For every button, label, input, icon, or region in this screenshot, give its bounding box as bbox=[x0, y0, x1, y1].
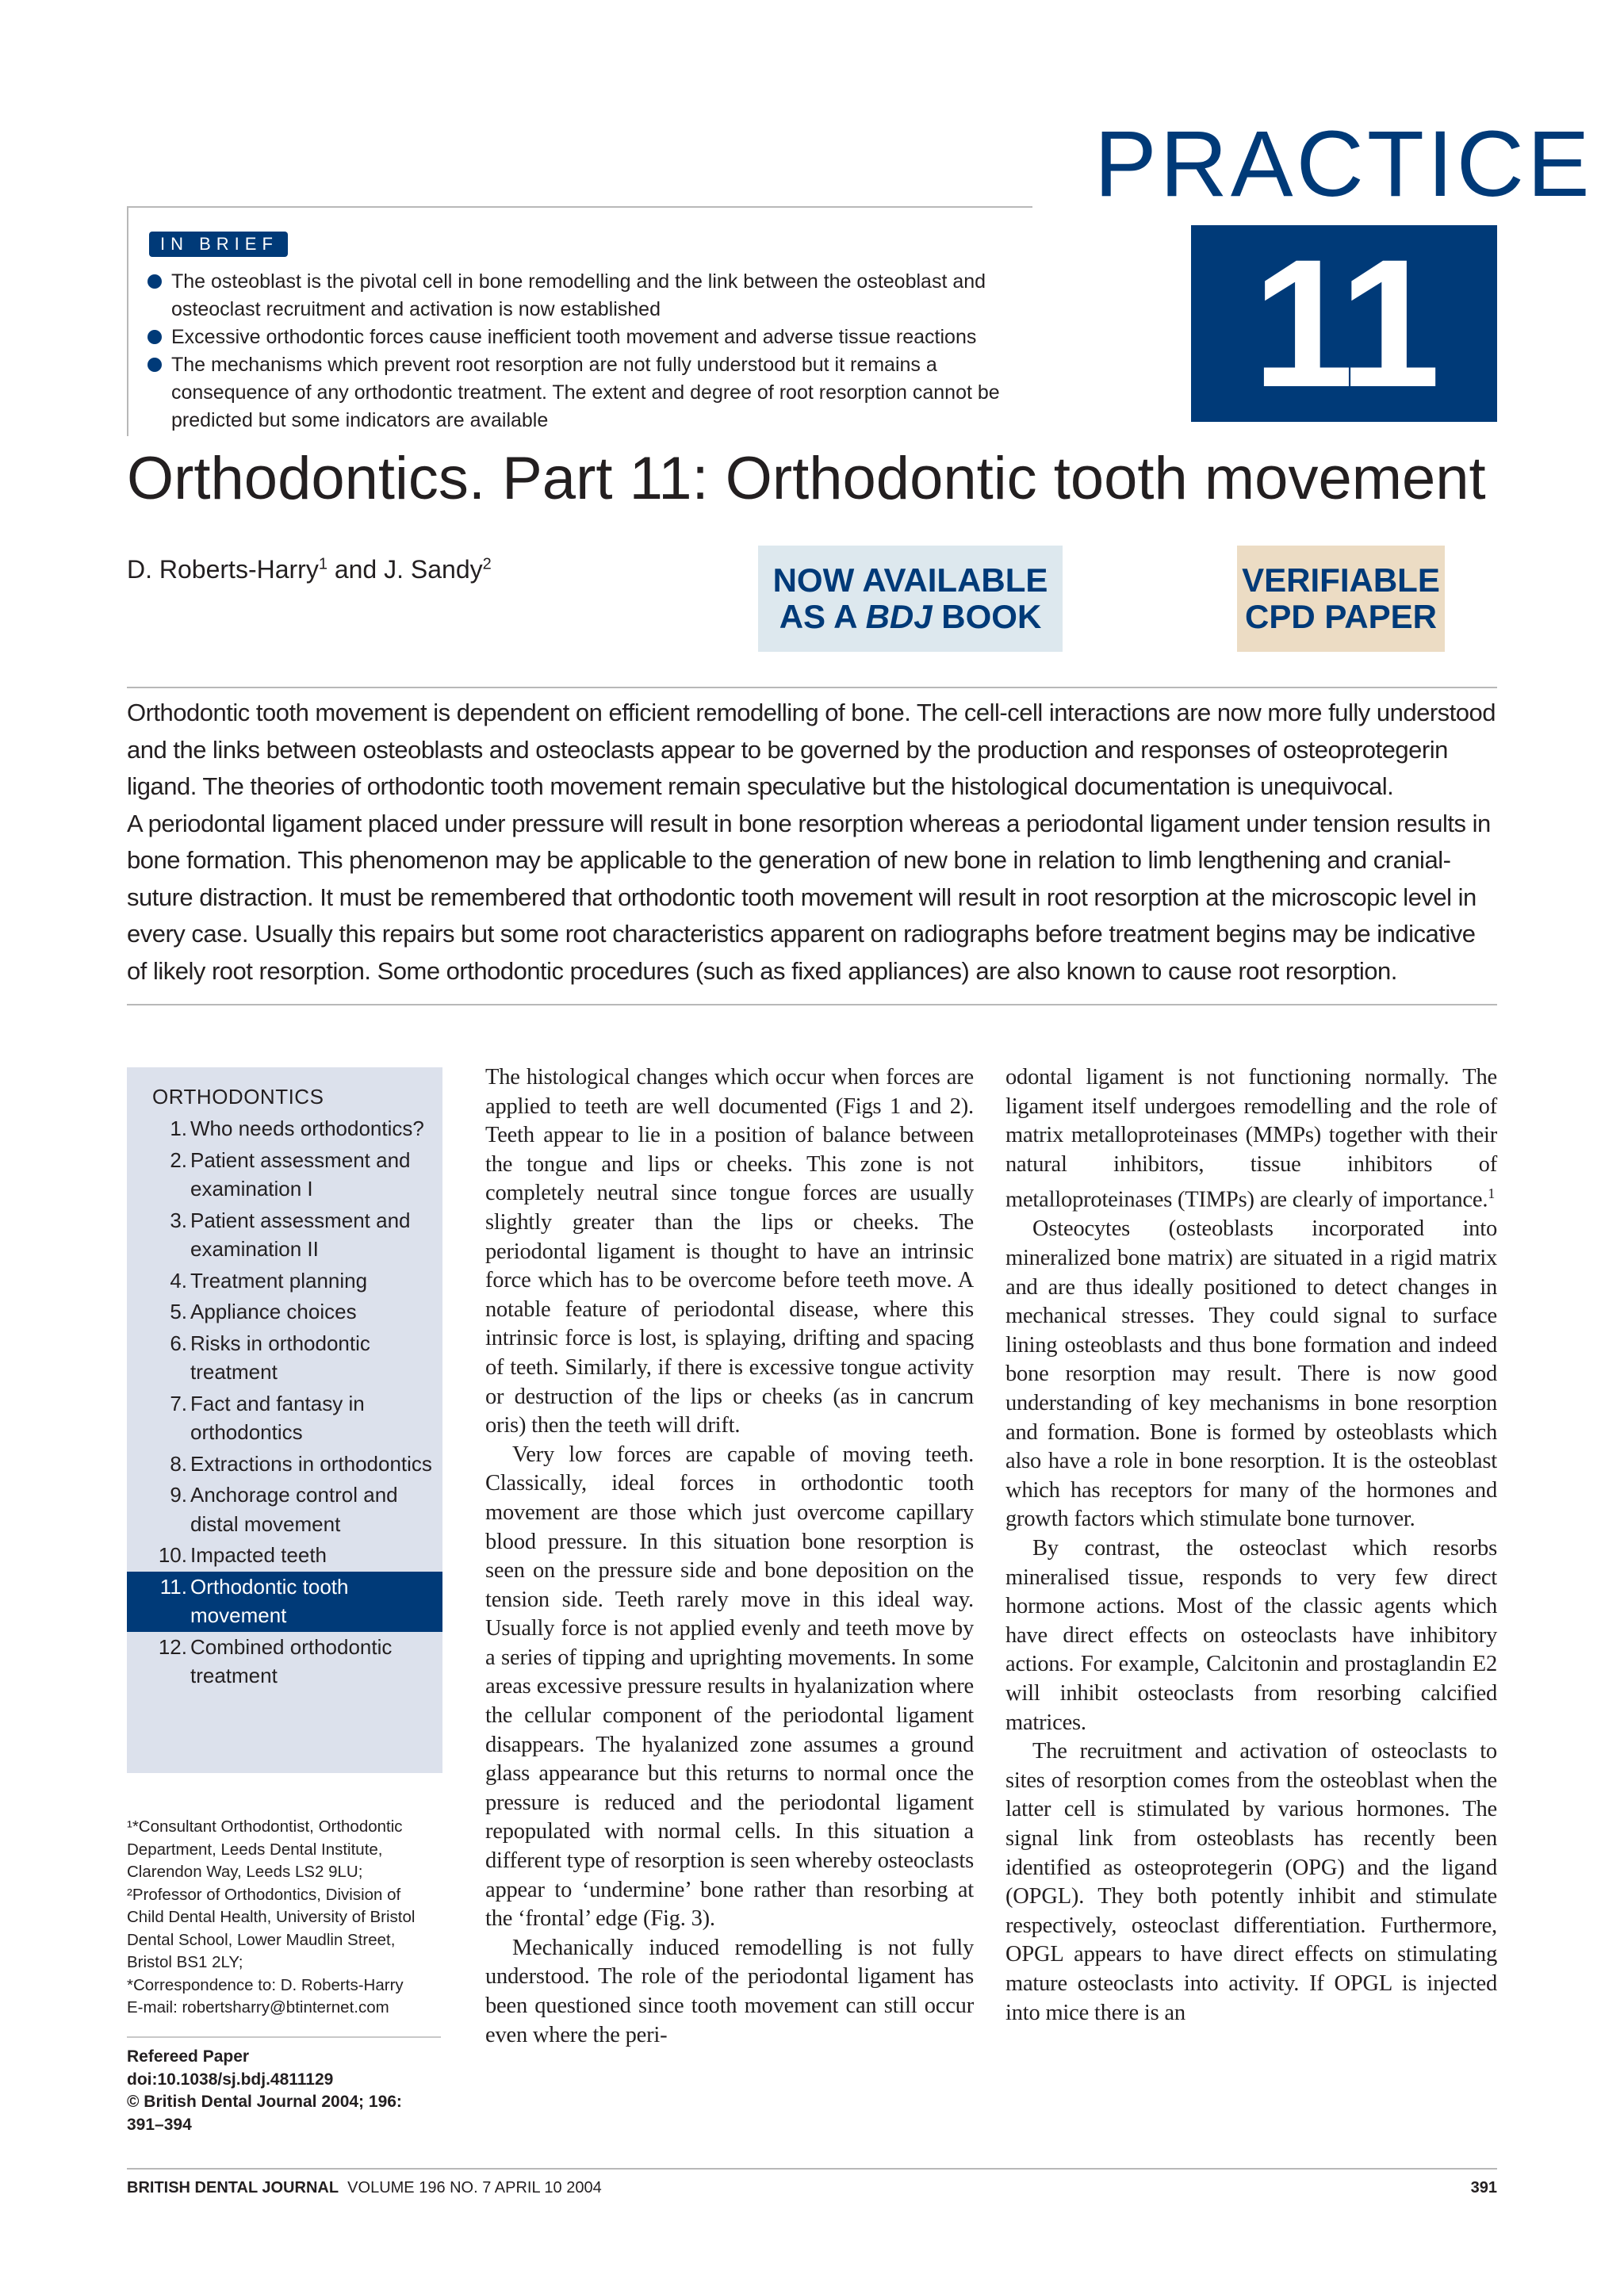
refereed-label: Refereed Paper bbox=[127, 2047, 250, 2066]
series-item bbox=[127, 1266, 442, 1297]
bdj-badge-line bbox=[758, 599, 1063, 635]
series-item bbox=[127, 1205, 442, 1266]
series-list bbox=[127, 1113, 442, 1692]
body-paragraph: The recruitment and activation of osteoclasts to sites of resorption comes from the osteoblast when the latter cell is stimulated by various hormones. The signal link from osteoblasts has recently been identified as osteoprotegerin (OPG) and the ligand (OPGL). They both potently inhibit and stimulate respectively, osteoclast differentiation. Furthermore, OPGL appears to have direct effects on stimulating mature osteoclasts into activity. If OPGL is injected into mice there is an bbox=[1005, 1739, 1497, 2025]
in-brief-label: IN BRIEF bbox=[149, 232, 288, 257]
body-text: odontal ligament is not functioning normally. The ligament itself undergoes remodelling and the role of matrix metalloproteinases (MMPs) together with their natural inhibitors, tissue inhibitors of metalloproteinases (TIMPs) are clearly of importance. bbox=[1005, 1065, 1497, 1212]
series-item-number: 2. bbox=[170, 1147, 187, 1172]
series-item-label: Impacted teeth bbox=[190, 1543, 327, 1567]
body-column-middle bbox=[485, 1063, 974, 2050]
series-item-number: 3. bbox=[170, 1208, 187, 1232]
series-item bbox=[127, 1113, 442, 1145]
affiliation: ²Professor of Orthodontics, Division of Child Dental Health, University of Bristol Dental School, Lower Maudlin Street, Bristol BS1 2LY; bbox=[127, 1885, 416, 1971]
page-number: 391 bbox=[1470, 2179, 1497, 2196]
bdj-badge-italic: BDJ bbox=[865, 598, 933, 635]
email: E-mail: robertsharry@btinternet.com bbox=[127, 1998, 389, 2016]
series-item-number: 6. bbox=[170, 1331, 187, 1355]
series-item-label: Treatment planning bbox=[190, 1268, 368, 1293]
series-item-number: 4. bbox=[170, 1268, 187, 1293]
reference-mark: 1 bbox=[1488, 1185, 1496, 1202]
series-item bbox=[127, 1296, 442, 1328]
bdj-book-badge bbox=[758, 546, 1063, 652]
series-item-label: Patient assessment and examination I bbox=[190, 1147, 411, 1201]
in-brief-left-rule bbox=[127, 206, 128, 436]
footer-journal: BRITISH DENTAL JOURNAL bbox=[127, 2179, 339, 2196]
body-paragraph bbox=[1005, 1063, 1497, 1215]
authors bbox=[127, 555, 492, 584]
article-title: Orthodontics. Part 11: Orthodontic tooth movement bbox=[127, 445, 1486, 512]
in-brief-item bbox=[147, 324, 1036, 351]
footer-citation bbox=[127, 2179, 602, 2197]
bdj-badge-line: NOW AVAILABLE bbox=[772, 561, 1048, 599]
in-brief-text: The osteoblast is the pivotal cell in bone remodelling and the link between the osteoblast and osteoclast recruitment and activation is now established bbox=[171, 270, 986, 320]
abstract-paragraph: A periodontal ligament placed under pressure will result in bone resorption whereas a periodontal ligament under tension results in bone formation. This phenomenon may be applicable to the generation of new bone in relation to limb lengthening and cranial-suture distraction. It must be remembered that orthodontic tooth movement will result in root resorption at the microscopic level in every case. Usually this repairs but some root characteristics apparent on radiographs before treatment begins may be indicative of likely root resorption. Some orthodontic procedures (such as fixed appliances) are also known to cause root resorption. bbox=[127, 809, 1491, 985]
refereed-info bbox=[127, 2046, 436, 2136]
footer-issue: VOLUME 196 NO. 7 APRIL 10 2004 bbox=[347, 2179, 602, 2196]
series-item-label: Who needs orthodontics? bbox=[190, 1116, 424, 1140]
body-paragraph: The histological changes which occur when forces are applied to teeth are well documented (Figs 1 and 2). Teeth appear to lie in a position of balance between the tongue and lips or cheeks. This zone is not completely neutral since tongue forces are usually slightly greater than the lips or cheeks. The periodontal ligament is thought to have an intrinsic force which has to be overcome before teeth move. A notable feature of periodontal disease, where this intrinsic force is lost, is splaying, drifting and spacing of teeth. Similarly, if there is excessive tongue activity or destruction of the lips or cheeks (as in cancrum oris) then the teeth will drift. bbox=[485, 1065, 974, 1438]
series-item-number: 5. bbox=[170, 1300, 187, 1323]
body-paragraph: Osteocytes (osteoblasts incorporated into mineralized bone matrix) are situated in a rigid matrix and are thus ideally positioned to detect changes in mechanical stresses. They could signal to surface lining osteoblasts and thus bone formation and indeed bone resorption may result. There is now good understanding of key mechanisms in bone resorption and formation. Bone is formed by osteoblasts which also have a role in bone resorption. It is the osteoblast which has receptors for many of the hormones and growth factors which stimulate bone turnover. bbox=[1005, 1216, 1497, 1532]
series-item-label: Orthodontic tooth movement bbox=[190, 1574, 349, 1627]
series-item-label: Fact and fantasy in orthodontics bbox=[190, 1391, 365, 1444]
bullet-icon bbox=[147, 358, 162, 372]
author-affiliation-mark: 1 bbox=[318, 555, 327, 573]
bullet-icon bbox=[147, 330, 162, 344]
series-item-number: 10. bbox=[158, 1543, 187, 1567]
abstract bbox=[127, 695, 1499, 990]
series-item bbox=[127, 1328, 442, 1388]
series-item-label: Extractions in orthodontics bbox=[190, 1451, 432, 1476]
series-item-number: 11. bbox=[159, 1574, 187, 1599]
affiliation-rule bbox=[127, 2036, 441, 2038]
in-brief-item bbox=[147, 351, 1036, 435]
author-name: J. Sandy bbox=[384, 555, 483, 584]
series-item-label: Risks in orthodontic treatment bbox=[190, 1331, 370, 1384]
bdj-badge-suffix: BOOK bbox=[932, 598, 1042, 635]
series-item bbox=[127, 1145, 442, 1205]
in-brief-top-rule bbox=[127, 206, 1032, 208]
series-item bbox=[127, 1632, 442, 1692]
cpd-badge-line: VERIFIABLE bbox=[1242, 561, 1440, 599]
author-affiliation-mark: 2 bbox=[482, 555, 492, 573]
series-item-number: 8. bbox=[170, 1451, 187, 1476]
bullet-icon bbox=[147, 274, 162, 289]
abstract-bottom-rule bbox=[127, 1004, 1497, 1005]
bdj-badge-prefix: AS A bbox=[779, 598, 866, 635]
in-brief-text: Excessive orthodontic forces cause inefficient tooth movement and adverse tissue reactions bbox=[171, 326, 977, 348]
abstract-paragraph: Orthodontic tooth movement is dependent on efficient remodelling of bone. The cell-cell interactions are now more fully understood and the links between osteoblasts and osteoclasts appear to be governed by the production and responses of osteoprotegerin ligand. The theories of orthodontic tooth movement remain speculative but the histological documentation is unequivocal. bbox=[127, 699, 1496, 800]
part-number-box: 11 bbox=[1191, 225, 1497, 422]
series-item-number: 12. bbox=[158, 1634, 187, 1659]
series-item-label: Anchorage control and distal movement bbox=[190, 1483, 398, 1536]
copyright: © British Dental Journal 2004; 196: 391–394 bbox=[127, 2093, 402, 2134]
body-paragraph: Mechanically induced remodelling is not fully understood. The role of the periodontal ligament has been questioned since tooth movement can still occur even where the peri- bbox=[485, 1935, 974, 2047]
author-name: D. Roberts-Harry bbox=[127, 555, 319, 584]
doi: doi:10.1038/sj.bdj.4811129 bbox=[127, 2070, 334, 2089]
series-heading: ORTHODONTICS bbox=[152, 1085, 324, 1109]
in-brief-item bbox=[147, 268, 1036, 324]
series-item-current bbox=[127, 1572, 442, 1632]
correspondence: *Correspondence to: D. Roberts-Harry bbox=[127, 1975, 404, 1994]
body-paragraph: By contrast, the osteoclast which resorbs mineralised tissue, responds to very few direct hormone actions. Most of the classic agents which have direct effects on osteoclasts have inhibitory actions. For example, Calcitonin and prostaglandin E2 will inhibit osteoclasts from resorbing calcified matrices. bbox=[1005, 1536, 1497, 1735]
series-item bbox=[127, 1449, 442, 1480]
cpd-badge-line: CPD PAPER bbox=[1245, 598, 1437, 635]
body-column-right bbox=[1005, 1063, 1497, 2028]
body-paragraph: Very low forces are capable of moving teeth. Classically, ideal forces in orthodontic tooth movement are those which just overcome capillary blood pressure. In this situation bone resorption is seen on the pressure side and bone deposition on the tension side. Teeth rarely move in this ideal way. Usually force is not applied evenly and teeth move by a series of tipping and uprighting movements. In some areas excessive pressure results in hyalanization where the cellular component of the periodontal ligament disappears. The hyalanized zone assumes a ground glass appearance but this returns to normal once the pressure is reduced and the periodontal ligament repopulated with normal cells. In this situation a different type of resorption is seen whereby osteoclasts appear to ‘undermine’ bone rather than resorbing at the ‘frontal’ edge (Fig. 3). bbox=[485, 1442, 974, 1932]
series-item-label: Appliance choices bbox=[190, 1300, 357, 1323]
series-item-number: 1. bbox=[170, 1116, 187, 1140]
section-title: PRACTICE bbox=[1094, 112, 1593, 216]
in-brief-text: The mechanisms which prevent root resorption are not fully understood but it remains a consequence of any orthodontic treatment. The extent and degree of root resorption cannot be predicted but some indicators are available bbox=[171, 354, 1000, 431]
author-affiliations bbox=[127, 1816, 428, 2020]
series-item bbox=[127, 1540, 442, 1572]
cpd-paper-badge bbox=[1237, 546, 1445, 652]
series-item-number: 7. bbox=[170, 1391, 187, 1415]
series-item-label: Patient assessment and examination II bbox=[190, 1208, 411, 1261]
series-item-number: 9. bbox=[170, 1483, 187, 1507]
author-separator: and bbox=[327, 555, 385, 584]
in-brief-list bbox=[147, 268, 1036, 435]
series-item bbox=[127, 1388, 442, 1449]
affiliation: ¹*Consultant Orthodontist, Orthodontic Department, Leeds Dental Institute, Clarendon Way, Leeds LS2 9LU; bbox=[127, 1817, 403, 1881]
abstract-top-rule bbox=[127, 687, 1497, 688]
series-item bbox=[127, 1480, 442, 1540]
footer-rule bbox=[127, 2168, 1497, 2170]
series-item-label: Combined orthodontic treatment bbox=[190, 1634, 393, 1687]
